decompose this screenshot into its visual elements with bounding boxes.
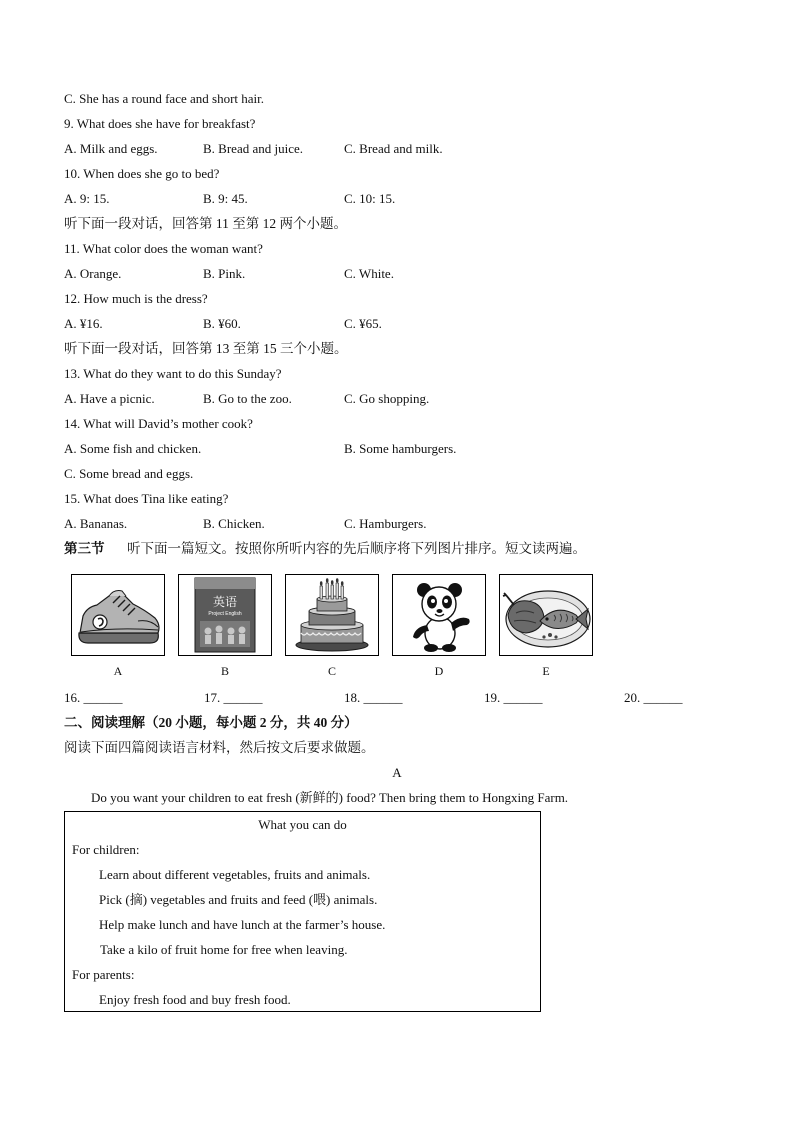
q10-option-a: A. 9: 15. — [64, 191, 110, 206]
book-cover-title: 英语 — [212, 595, 238, 609]
instruction-13-15: 听下面一段对话，回答第 13 至第 15 三个小题。 — [64, 341, 348, 356]
shoe-upper — [80, 593, 159, 633]
picture-a — [71, 574, 165, 656]
children-item: Pick (摘) vegetables and fruits and feed (喂) animals. — [99, 892, 378, 907]
answer-blank-16[interactable]: 16. ______ — [64, 690, 123, 705]
q9-stem: 9. What does she have for breakfast? — [64, 116, 256, 131]
q14-stem: 14. What will David’s mother cook? — [64, 416, 253, 431]
instruction-11-12: 听下面一段对话，回答第 11 至第 12 两个小题。 — [64, 216, 347, 231]
q10-option-c: C. 10: 15. — [344, 191, 396, 206]
children-item: Learn about different vegetables, fruits and animals. — [99, 867, 371, 882]
shoe-tongue — [109, 591, 126, 596]
answer-blank-20[interactable]: 20. ______ — [624, 690, 683, 705]
q9-option-b: B. Bread and juice. — [203, 141, 303, 156]
answer-blank-17[interactable]: 17. ______ — [204, 690, 263, 705]
panda-icon — [393, 575, 485, 655]
picture-c-label: C — [327, 664, 336, 678]
q14-option-c: C. Some bread and eggs. — [64, 466, 194, 481]
picture-a-label: A — [113, 664, 123, 678]
passage-label: A — [392, 765, 402, 780]
q15-option-c: C. Hamburgers. — [344, 516, 427, 531]
q13-option-c: C. Go shopping. — [344, 391, 430, 406]
english-textbook-icon — [179, 575, 271, 655]
q10-stem: 10. When does she go to bed? — [64, 166, 220, 181]
picture-b-label: B — [220, 664, 229, 678]
q13-option-b: B. Go to the zoo. — [203, 391, 292, 406]
panda-left-leg — [424, 644, 438, 652]
activities-box — [64, 811, 541, 1012]
q15-stem: 15. What does Tina like eating? — [64, 491, 229, 506]
box-title: What you can do — [258, 817, 347, 832]
q9-option-c: C. Bread and milk. — [344, 141, 443, 156]
reading-heading: 二、阅读理解（20 小题，每小题 2 分，共 40 分） — [64, 715, 358, 730]
children-item: Help make lunch and have lunch at the farmer’s house. — [99, 917, 386, 932]
book-cover-subtitle: Project English — [208, 611, 242, 617]
q11-option-b: B. Pink. — [203, 266, 246, 281]
parents-item: Enjoy fresh food and buy fresh food. — [99, 992, 291, 1007]
q15-option-b: B. Chicken. — [203, 516, 265, 531]
q12-option-b: B. ¥60. — [203, 316, 241, 331]
q14-option-b: B. Some hamburgers. — [344, 441, 457, 456]
section3-instruction: 听下面一篇短文。按照你所听内容的先后顺序将下列图片排序。短文读两遍。 — [127, 541, 586, 556]
picture-e-label: E — [542, 664, 550, 678]
children-item: Take a kilo of fruit home for free when leaving. — [100, 942, 348, 957]
q11-option-a: A. Orange. — [64, 266, 122, 281]
picture-b — [178, 574, 272, 656]
q15-option-a: A. Bananas. — [64, 516, 128, 531]
q12-option-a: A. ¥16. — [64, 316, 103, 331]
parents-heading: For parents: — [72, 967, 135, 982]
q11-stem: 11. What color does the woman want? — [64, 241, 263, 256]
sneaker-icon — [72, 575, 164, 655]
q12-stem: 12. How much is the dress? — [64, 291, 208, 306]
children-heading: For children: — [72, 842, 140, 857]
chicken-drumstick — [503, 593, 514, 605]
cake-flames — [320, 578, 344, 585]
picture-d-label: D — [434, 664, 444, 678]
q11-option-c: C. White. — [344, 266, 394, 281]
q13-option-a: A. Have a picnic. — [64, 391, 155, 406]
panda-right-leg — [442, 644, 456, 652]
panda-right-eye — [444, 599, 448, 603]
panda-right-arm — [451, 618, 470, 631]
q9-option-a: A. Milk and eggs. — [64, 141, 158, 156]
answer-blank-18[interactable]: 18. ______ — [344, 690, 403, 705]
q12-option-c: C. ¥65. — [344, 316, 382, 331]
birthday-cake-icon — [286, 575, 378, 655]
section3-label: 第三节 — [64, 541, 105, 556]
book-top-band — [195, 578, 255, 589]
panda-nose — [437, 609, 443, 613]
q13-stem: 13. What do they want to do this Sunday? — [64, 366, 282, 381]
q8-option-c: C. She has a round face and short hair. — [64, 91, 265, 106]
picture-c — [285, 574, 379, 656]
reading-instruction: 阅读下面四篇阅读语言材料，然后按文后要求做题。 — [64, 740, 375, 755]
shoe-sole — [79, 633, 158, 643]
passage-intro: Do you want your children to eat fresh (新鲜的) food? Then bring them to Hongxing Farm. — [91, 790, 569, 805]
picture-e — [499, 574, 593, 656]
q14-option-a: A. Some fish and chicken. — [64, 441, 202, 456]
fish-and-chicken-dish-icon — [500, 575, 592, 655]
fish-eye — [545, 617, 548, 620]
shoe-logo — [93, 615, 107, 629]
q10-option-b: B. 9: 45. — [203, 191, 248, 206]
panda-left-eye — [431, 599, 435, 603]
answer-blank-19[interactable]: 19. ______ — [484, 690, 543, 705]
picture-d — [392, 574, 486, 656]
